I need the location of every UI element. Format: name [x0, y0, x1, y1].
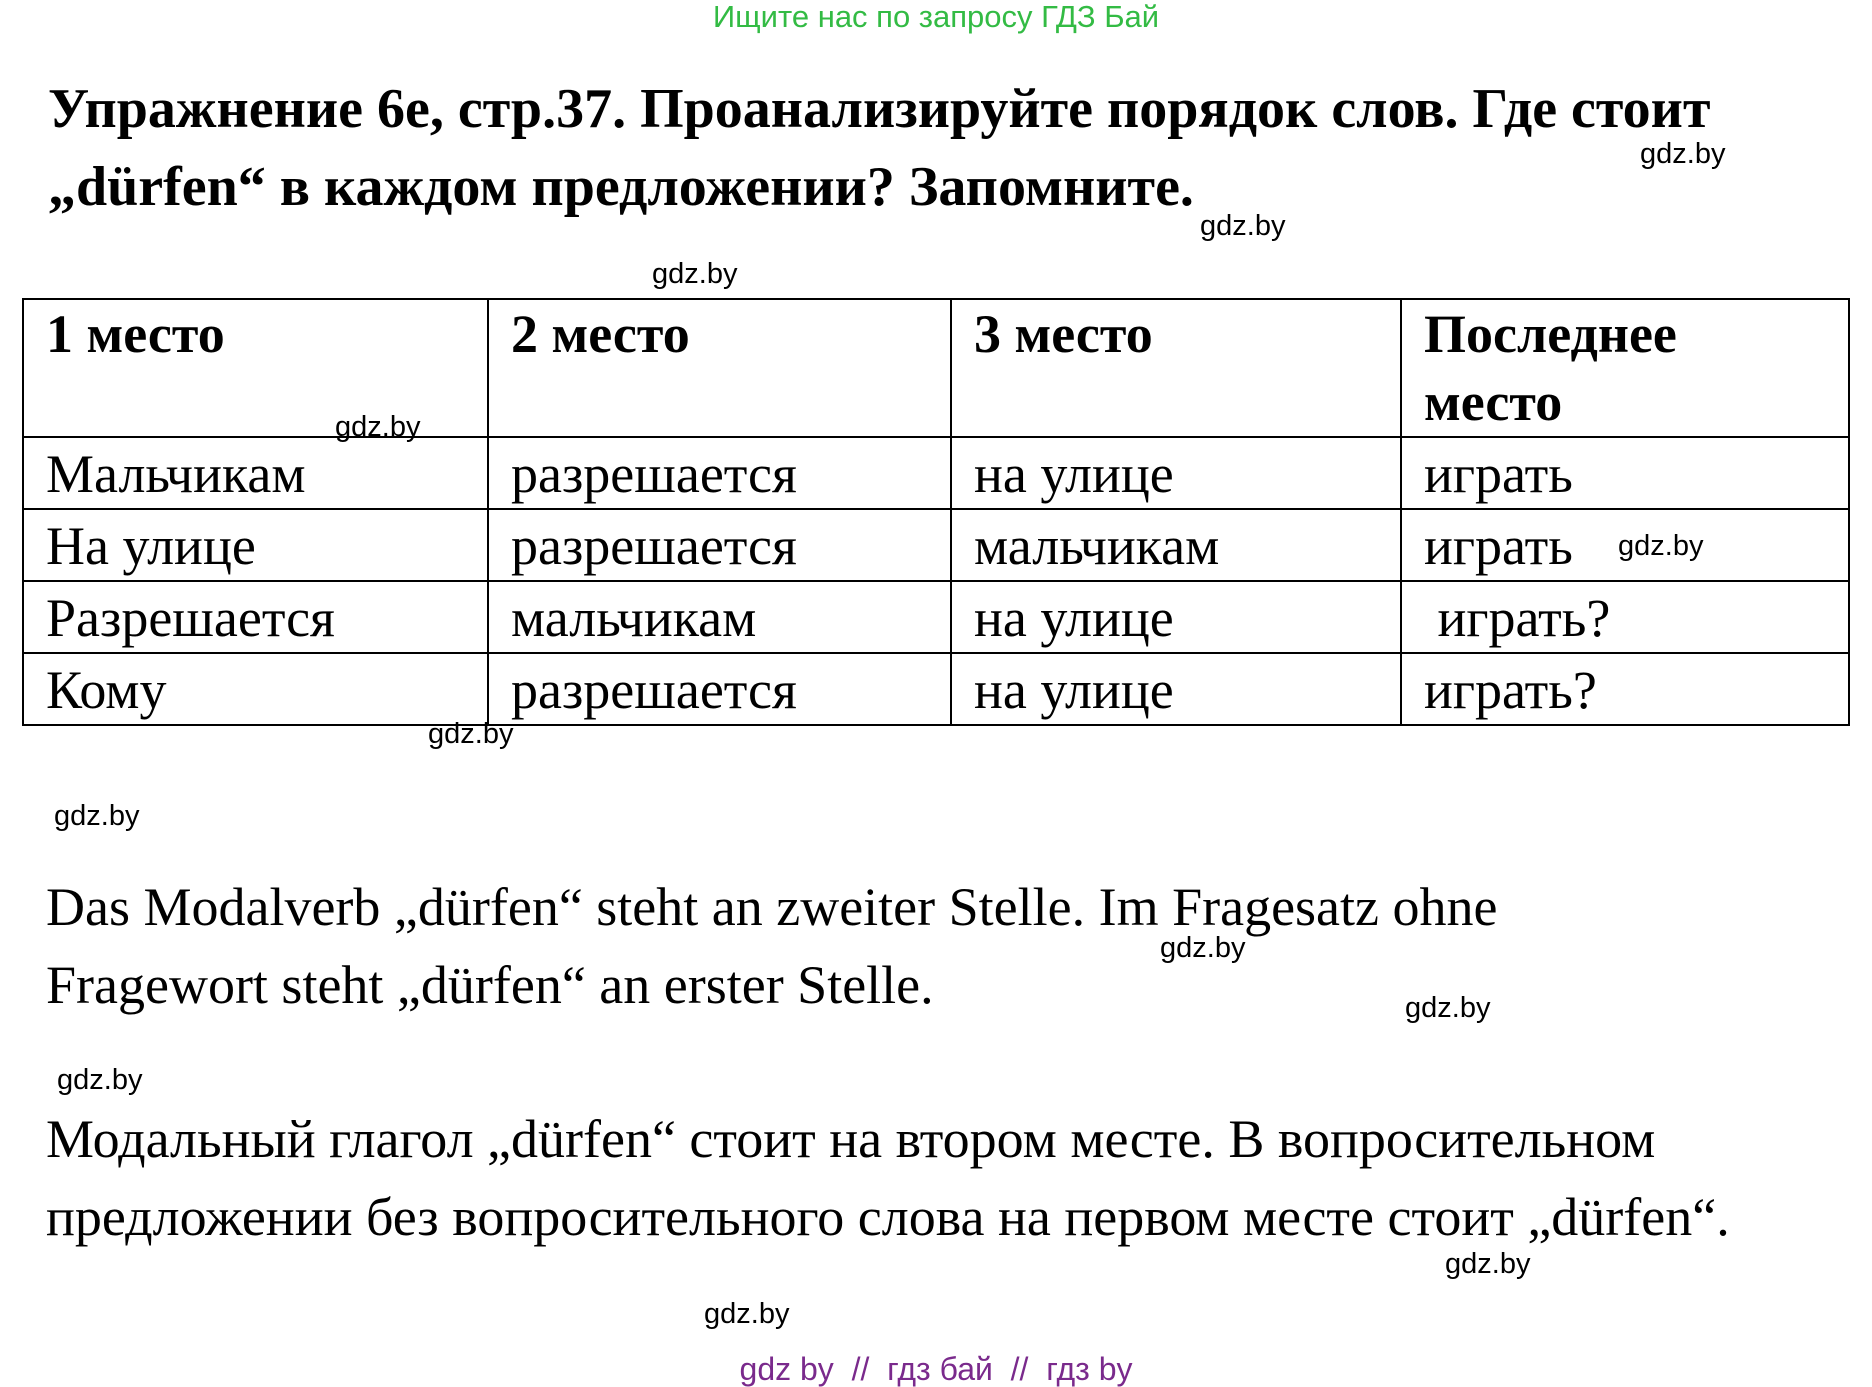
table-cell: играть [1401, 437, 1849, 509]
table-row [23, 437, 1849, 509]
table-row [23, 509, 1849, 581]
table-row [23, 581, 1849, 653]
answer-german: Das Modalverb „dürfen“ steht an zweiter Stelle. Im Fragesatz ohne Fragewort steht „dürfen“ an erster Stelle. [46, 877, 1498, 1015]
table-cell: Разрешается [23, 581, 488, 653]
table-cell: Мальчикам [23, 437, 488, 509]
watermark: gdz.by [1160, 932, 1246, 964]
footer-links: gdz by // гдз бай // гдз by [739, 1351, 1133, 1387]
table-cell: разрешается [488, 437, 951, 509]
header-cell: 2 место [488, 299, 951, 437]
table-cell: Кому [23, 653, 488, 725]
answer-russian: Модальный глагол „dürfen“ стоит на втором месте. В вопросительном предложении без вопросительного слова на первом месте стоит „dürfen“. [46, 1109, 1730, 1247]
watermark: gdz.by [54, 800, 140, 832]
watermark: gdz.by [704, 1298, 790, 1330]
header-cell: Последнее место [1401, 299, 1849, 437]
table-row [23, 653, 1849, 725]
table-cell: играть [1401, 509, 1849, 581]
watermark: gdz.by [652, 258, 738, 290]
watermark: gdz.by [57, 1064, 143, 1096]
word-order-table [22, 298, 1850, 726]
table-cell: разрешается [488, 509, 951, 581]
watermark: gdz.by [1405, 992, 1491, 1024]
table-cell: на улице [951, 653, 1401, 725]
watermark: gdz.by [1618, 530, 1704, 562]
table-cell: мальчикам [488, 581, 951, 653]
top-banner: Ищите нас по запросу ГДЗ Бай [712, 0, 1160, 34]
table-cell: На улице [23, 509, 488, 581]
table-cell: мальчикам [951, 509, 1401, 581]
table-header-row [23, 299, 1849, 437]
header-cell: 1 место [23, 299, 488, 437]
watermark: gdz.by [1640, 138, 1726, 170]
table-cell: на улице [951, 437, 1401, 509]
watermark: gdz.by [335, 411, 421, 443]
table-cell: играть? [1401, 581, 1849, 653]
table-cell: играть? [1401, 653, 1849, 725]
watermark: gdz.by [428, 718, 514, 750]
watermark: gdz.by [1200, 210, 1286, 242]
table-cell: разрешается [488, 653, 951, 725]
table-cell: на улице [951, 581, 1401, 653]
header-cell: 3 место [951, 299, 1401, 437]
exercise-title: Упражнение 6е, стр.37. Проанализируйте порядок слов. Где стоит „dürfen“ в каждом предложении? Запомните. [48, 78, 1711, 218]
watermark: gdz.by [1445, 1248, 1531, 1280]
